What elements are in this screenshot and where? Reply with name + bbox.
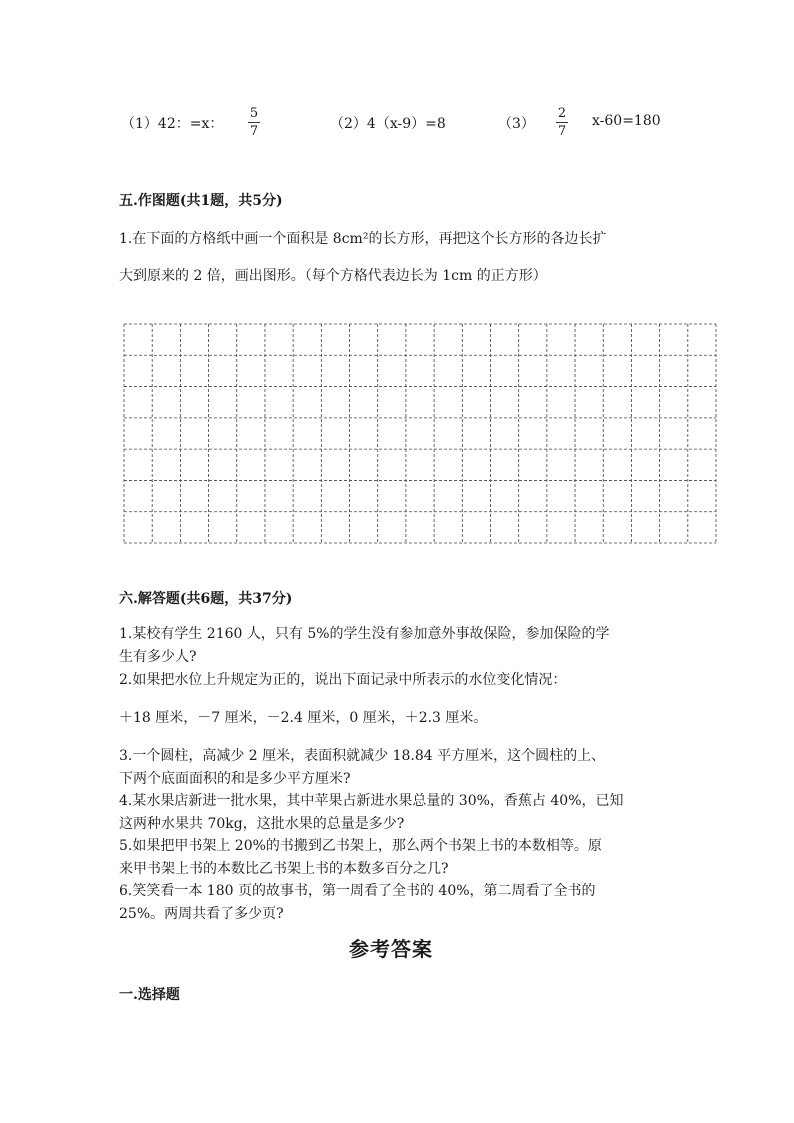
question-3-line-1: 3.一个圆柱，高减少 2 厘米，表面积就减少 18.84 平方厘米，这个圆柱的上、 (119, 748, 606, 764)
equation-2: （2）4（x-9）=8 (330, 116, 446, 132)
question-5-line-1: 5.如果把甲书架上 20%的书搬到乙书架上，那么两个书架上书的本数相等。原 (119, 838, 602, 854)
fraction-2-7 (555, 106, 569, 139)
question-1-line-1: 1.某校有学生 2160 人，只有 5%的学生没有参加意外事故保险，参加保险的学 (119, 626, 610, 642)
fraction-bar (556, 122, 568, 123)
question-4-line-1: 4.某水果店新进一批水果，其中苹果占新进水果总量的 30%，香蕉占 40%，已知 (119, 793, 624, 809)
question-4-line-2: 这两种水果共 70kg，这批水果的总量是多少? (119, 816, 405, 832)
fraction-denominator: 7 (557, 124, 567, 139)
fraction-numerator: 5 (249, 106, 259, 121)
question-6-line-1: 6.笑笑看一本 180 页的故事书，第一周看了全书的 40%，第二周看了全书的 (119, 883, 596, 899)
grid-paper (123, 323, 717, 544)
fraction-bar (248, 122, 260, 123)
equation-3-label: （3） (498, 116, 535, 132)
fraction-numerator: 2 (557, 106, 567, 121)
section-6-heading: 六.解答题(共6题，共37分) (119, 591, 293, 607)
equation-3-rest: x-60=180 (592, 113, 661, 129)
question-2-line-2: ＋18 厘米，－7 厘米，－2.4 厘米，0 厘米，＋2.3 厘米。 (119, 710, 488, 726)
fraction-5-7 (247, 106, 261, 139)
question-3-line-2: 下两个底面面积的和是多少平方厘米? (119, 771, 351, 787)
answer-key-title: 参考答案 (349, 937, 433, 961)
question-2-line-1: 2.如果把水位上升规定为正的，说出下面记录中所表示的水位变化情况： (119, 672, 567, 688)
question-1-line-2: 生有多少人? (119, 649, 197, 665)
section-5-line-2: 大到原来的 2 倍，画出图形。（每个方格代表边长为 1cm 的正方形） (119, 268, 547, 284)
question-5-line-2: 来甲书架上书的本数比乙书架上书的本数多百分之几? (119, 861, 449, 877)
section-5-heading: 五.作图题(共1题，共5分) (119, 193, 283, 209)
equation-1: （1）42：=x： (121, 116, 224, 132)
question-6-line-2: 25%。两周共看了多少页? (119, 906, 284, 922)
section-5-line-1: 1.在下面的方格纸中画一个面积是 8cm²的长方形，再把这个长方形的各边长扩 (119, 231, 607, 247)
fraction-denominator: 7 (249, 124, 259, 139)
answer-section-1-heading: 一.选择题 (119, 987, 180, 1003)
